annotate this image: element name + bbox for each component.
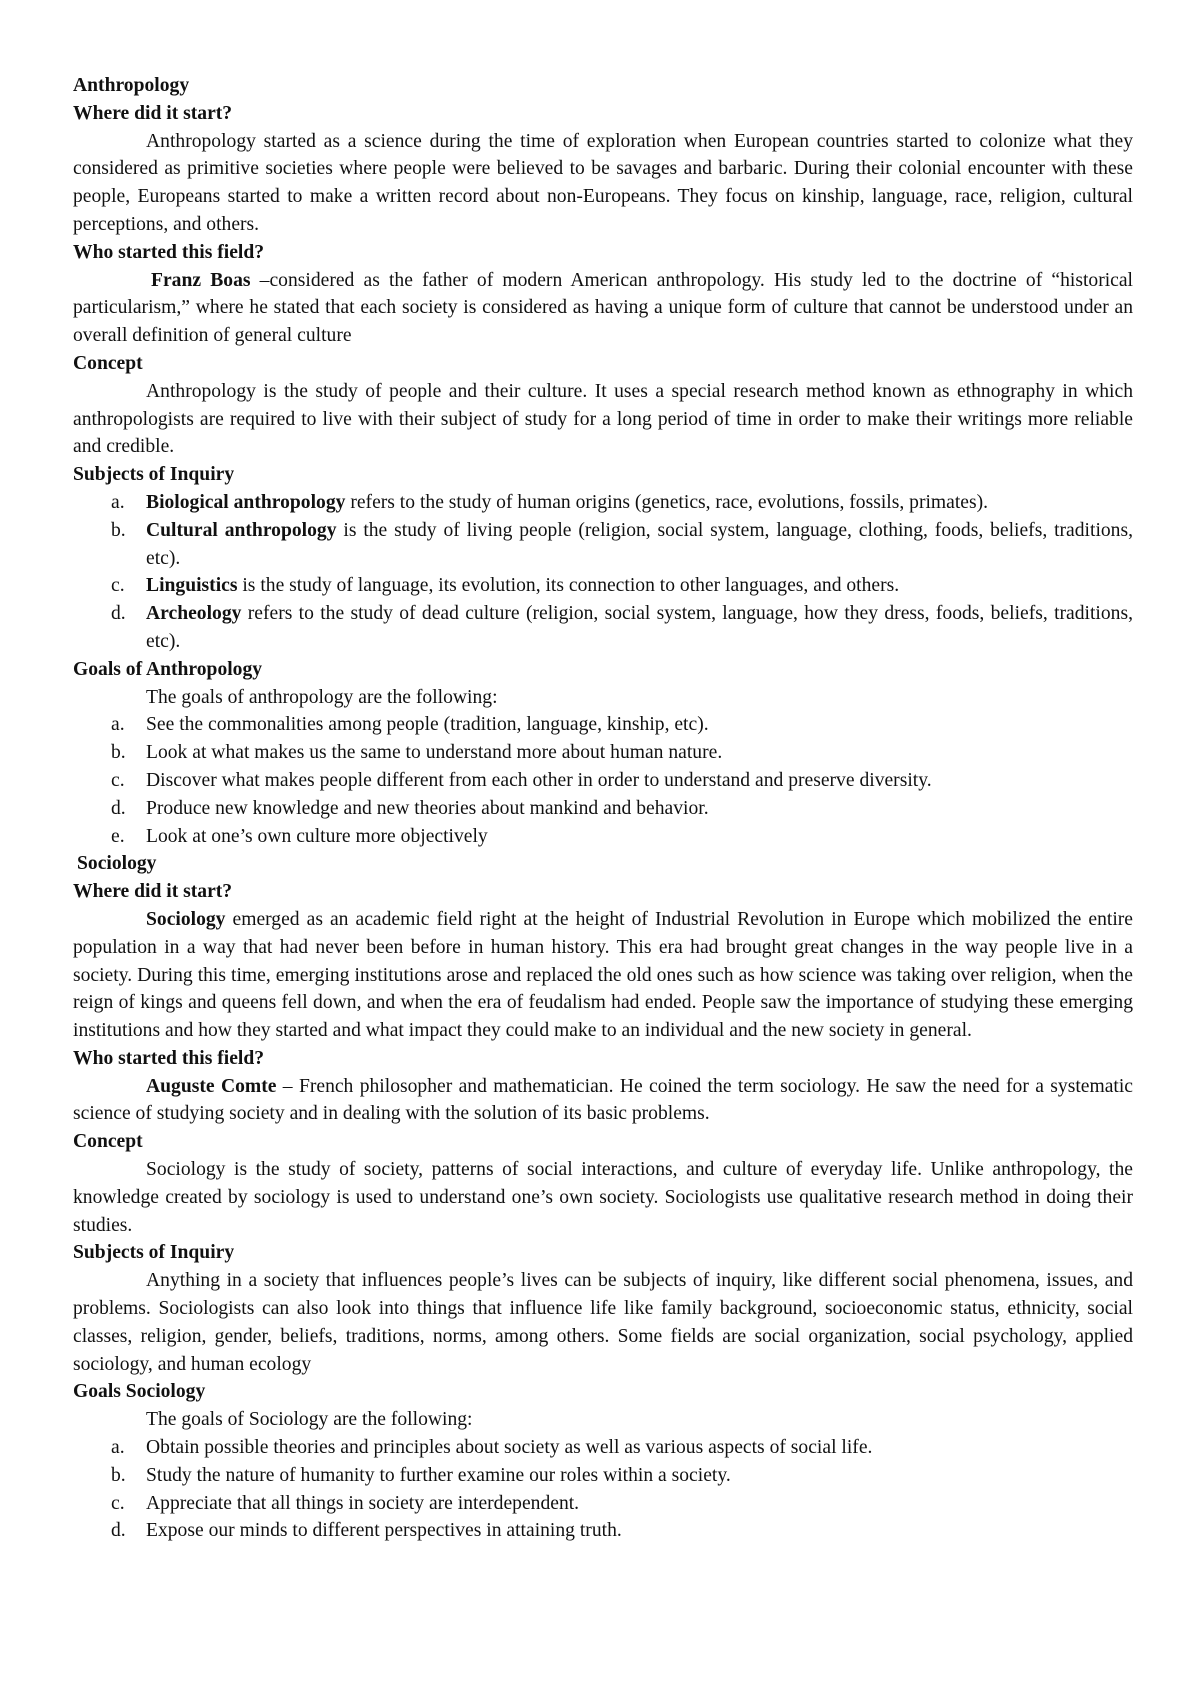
list-marker: d. <box>111 603 126 625</box>
founder-name: Franz Boas <box>151 269 251 291</box>
anthropology-goals-list <box>73 711 1133 850</box>
anthropology-concept-text: Anthropology is the study of people and their culture. It uses a special research method known as ethnography in which anthropologists are required to live with their subject of study for a long period of time in order to make their writings more reliable and credible. <box>73 380 1133 458</box>
list-text: Appreciate that all things in society are interdependent. <box>146 1492 580 1514</box>
sociology-subjects-text: Anything in a society that influences people’s lives can be subjects of inquiry, like different social phenomena, issues, and problems. Sociologists can also look into things that influence life like family background, socioeconomic status, ethnicity, social classes, religion, gender, beliefs, traditions, norms, among others. Some fields are social organization, social psychology, applied sociology, and human ecology <box>73 1270 1133 1375</box>
list-term: Cultural anthropology <box>146 519 337 541</box>
anthropology-founder-heading: Who started this field? <box>73 241 265 263</box>
anthropology-subjects-list <box>73 489 1133 656</box>
list-text: refers to the study of human origins (genetics, race, evolutions, fossils, primates). <box>345 491 989 513</box>
list-marker: b. <box>111 1464 126 1486</box>
list-item <box>73 1517 1133 1545</box>
document-page <box>73 72 1133 1545</box>
list-item <box>73 572 1133 600</box>
sociology-start-paragraph <box>73 906 1133 1045</box>
founder-name: Auguste Comte <box>146 1075 277 1097</box>
list-text: Discover what makes people different from each other in order to understand and preserve diversity. <box>146 769 932 791</box>
list-term: Biological anthropology <box>146 491 346 513</box>
list-text: refers to the study of dead culture (religion, social system, language, how they dress, foods, beliefs, traditions, etc). <box>146 603 1133 652</box>
founder-description: –considered as the father of modern American anthropology. His study led to the doctrine of “historical particularism,” where he stated that each society is considered as having a unique form of culture that cannot be understood under an overall definition of general culture <box>73 269 1134 347</box>
list-text: Look at what makes us the same to understand more about human nature. <box>146 742 723 764</box>
list-text: Obtain possible theories and principles about society as well as various aspects of social life. <box>146 1437 873 1459</box>
list-item <box>73 489 1133 517</box>
list-term: Linguistics <box>146 575 238 597</box>
anthropology-founder-paragraph <box>73 267 1133 350</box>
list-item <box>73 739 1133 767</box>
list-text: Look at one’s own culture more objectively <box>146 825 488 847</box>
sociology-start-text: emerged as an academic field right at the height of Industrial Revolution in Europe which mobilized the entire population in a way that had never been before in human history. This era had brought great changes in the way people live in a society. During this time, emerging institutions arose and replaced the old ones such as how science was taking over religion, when the reign of kings and queens fell down, and when the era of feudalism had ended. People saw the importance of studying these emerging institutions and how they started and what impact they could make to an individual and the new society in general. <box>73 908 1133 1042</box>
sociology-subjects-heading: Subjects of Inquiry <box>73 1242 235 1264</box>
list-item <box>73 517 1133 573</box>
list-text: Study the nature of humanity to further examine our roles within a society. <box>146 1464 731 1486</box>
list-term: Archeology <box>146 603 242 625</box>
list-item <box>73 1434 1133 1462</box>
anthropology-concept-heading: Concept <box>73 352 143 374</box>
anthropology-goals-heading: Goals of Anthropology <box>73 658 263 680</box>
founder-description: – French philosopher and mathematician. He coined the term sociology. He saw the need for a systematic science of studying society and in dealing with the solution of its basic problems. <box>73 1075 1133 1125</box>
list-item <box>73 1462 1133 1490</box>
list-text: Expose our minds to different perspectives in attaining truth. <box>146 1520 622 1542</box>
list-marker: c. <box>111 575 125 597</box>
sociology-title: Sociology <box>77 853 157 875</box>
list-item <box>73 795 1133 823</box>
list-marker: d. <box>111 1520 126 1542</box>
sociology-founder-paragraph <box>73 1073 1133 1129</box>
list-marker: b. <box>111 519 126 541</box>
list-marker: a. <box>111 491 125 513</box>
anthropology-title: Anthropology <box>73 75 190 96</box>
list-marker: d. <box>111 797 126 819</box>
sociology-term: Sociology <box>146 908 226 930</box>
list-item <box>73 767 1133 795</box>
sociology-concept-text: Sociology is the study of society, patterns of social interactions, and culture of everyday life. Unlike anthropology, the knowledge created by sociology is used to understand one’s own society. Sociologists use qualitative research method in doing their studies. <box>73 1159 1133 1236</box>
list-marker: c. <box>111 769 125 791</box>
list-item <box>73 600 1133 656</box>
anthropology-start-heading: Where did it start? <box>73 102 233 124</box>
list-text: See the commonalities among people (tradition, language, kinship, etc). <box>146 714 709 736</box>
list-text: Produce new knowledge and new theories about mankind and behavior. <box>146 797 709 819</box>
list-marker: c. <box>111 1492 125 1514</box>
list-marker: a. <box>111 714 125 736</box>
list-marker: a. <box>111 1437 125 1459</box>
anthropology-subjects-heading: Subjects of Inquiry <box>73 464 235 486</box>
sociology-founder-heading: Who started this field? <box>73 1047 265 1069</box>
sociology-goals-heading: Goals Sociology <box>73 1381 206 1403</box>
sociology-start-heading: Where did it start? <box>73 881 233 903</box>
sociology-concept-heading: Concept <box>73 1131 143 1153</box>
sociology-goals-list <box>73 1434 1133 1545</box>
list-item <box>73 823 1133 851</box>
list-marker: e. <box>111 825 125 847</box>
list-text: is the study of living people (religion, social system, language, clothing, foods, beliefs, traditions, etc). <box>146 519 1133 569</box>
list-item <box>73 1490 1133 1518</box>
list-text: is the study of language, its evolution, its connection to other languages, and others. <box>237 575 900 597</box>
list-item <box>73 711 1133 739</box>
sociology-goals-intro: The goals of Sociology are the following: <box>146 1409 473 1431</box>
list-marker: b. <box>111 742 126 764</box>
anthropology-goals-intro: The goals of anthropology are the following: <box>146 686 498 708</box>
anthropology-start-text: Anthropology started as a science during the time of exploration when European countries started to colonize what they considered as primitive societies where people were believed to be savages and barbaric. During their colonial encounter with these people, Europeans started to make a written record about non-Europeans. They focus on kinship, language, race, religion, cultural perceptions, and others. <box>73 130 1133 235</box>
